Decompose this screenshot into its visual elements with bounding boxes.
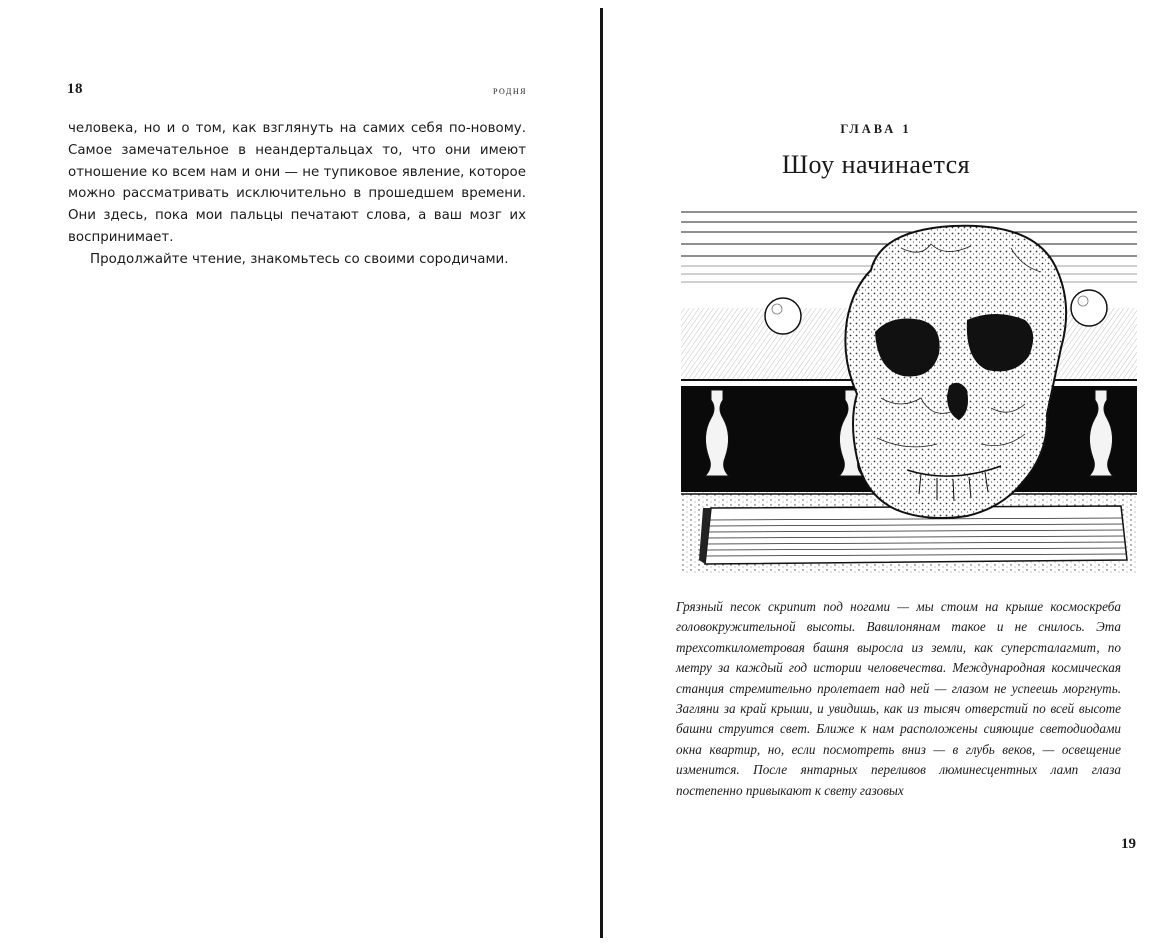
body-text [68, 118, 526, 271]
epigraph-text: Грязный песок скрипит под ногами — мы стоим на крыше космоскреба головокружительной высоты. Вавилонянам такое и не снилось. Эта трехсоткилометровая башня выросла из земли, как суперсталагмит, по метру за каждый год истории человечества. Международная космическая станция стремительно пролетает над ней — глазом не успеешь моргнуть. Загляни за край крыши, и увидишь, как из тысяч отверстий по всей высоте башни струится свет. Ближе к нам расположены сияющие светодиодами окна квартир, но, если посмотреть вниз — в глубь веков, — освещение изменится. После янтарных переливов люминесцентных ламп глаза постепенно привыкают к свету газовых [676, 599, 1121, 798]
right-page [603, 0, 1149, 945]
chapter-label: ГЛАВА 1 [840, 122, 912, 136]
page-number-left: 18 [67, 81, 83, 97]
paragraph: человека, но и о том, как взглянуть на самих себя по-новому. Самое замечательное в неандертальцах то, что они имеют отношение ко всем нам и они — не тупиковое явление, которое можно рассматривать исключительно в прошедшем времени. Они здесь, пока мои пальцы печатают слова, а ваш мозг их воспринимает. [68, 121, 526, 245]
paragraph: Продолжайте чтение, знакомьтесь со своими сородичами. [90, 251, 509, 267]
page-number-right: 19 [1121, 836, 1136, 852]
running-head: родня [493, 83, 527, 97]
chapter-title: Шоу начинается [781, 150, 971, 179]
skull-illustration [681, 208, 1137, 574]
